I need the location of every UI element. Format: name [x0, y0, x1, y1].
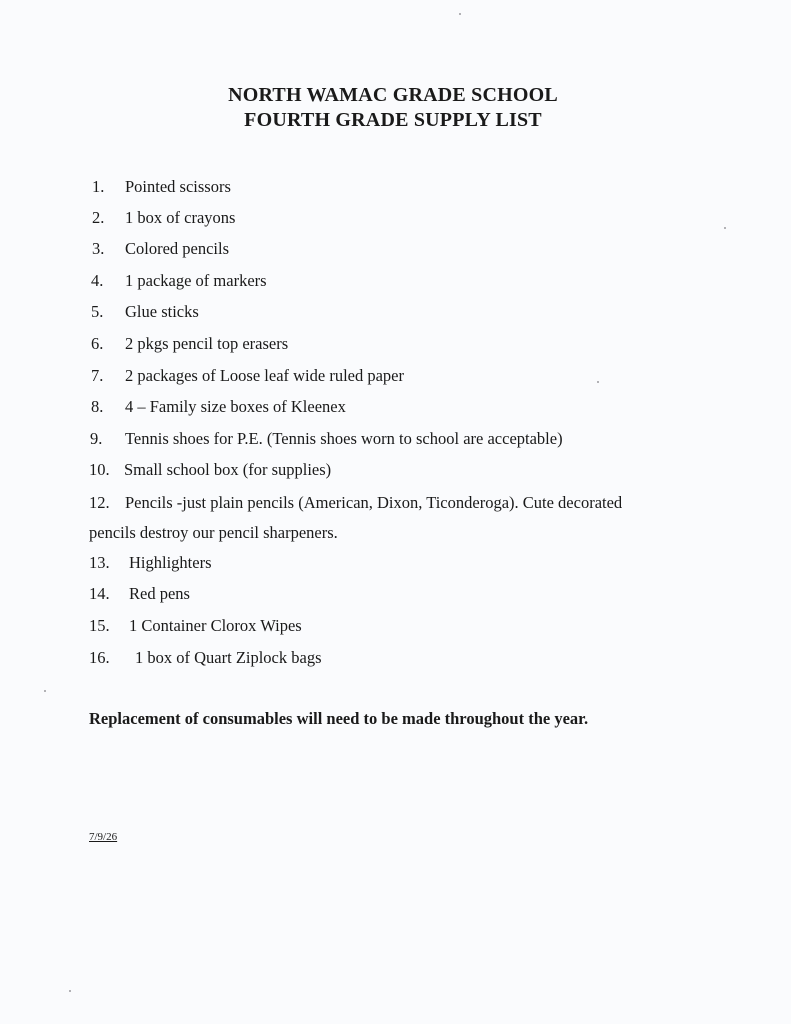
item-text: 1 box of crayons: [125, 208, 236, 227]
scan-speck: [597, 381, 599, 383]
scan-speck: [69, 990, 71, 992]
item-number: 5.: [91, 302, 104, 321]
item-text: Highlighters: [129, 553, 212, 572]
item-number: 6.: [91, 334, 104, 353]
item-number: 10.: [89, 460, 110, 479]
item-number: 14.: [89, 584, 110, 603]
item-number: 3.: [92, 239, 105, 258]
item-number: 1.: [92, 177, 105, 196]
item-text: Small school box (for supplies): [124, 460, 332, 479]
scan-speck: [724, 227, 726, 229]
item-text: 1 Container Clorox Wipes: [129, 616, 302, 635]
item-text: 1 package of markers: [125, 271, 267, 290]
item-number: 9.: [90, 429, 103, 448]
item-text: 4 – Family size boxes of Kleenex: [125, 397, 346, 416]
item-number: 16.: [89, 648, 110, 667]
item-text-continuation: pencils destroy our pencil sharpeners.: [89, 523, 338, 542]
item-text: 2 pkgs pencil top erasers: [125, 334, 289, 353]
item-text: Tennis shoes for P.E. (Tennis shoes worn to school are acceptable): [125, 429, 563, 448]
item-text: Pencils -just plain pencils (American, Dixon, Ticonderoga). Cute decorated: [125, 493, 623, 512]
item-number: 15.: [89, 616, 110, 635]
item-text: Pointed scissors: [125, 177, 231, 196]
item-text: 2 packages of Loose leaf wide ruled paper: [125, 366, 405, 385]
item-number: 7.: [91, 366, 104, 385]
item-text: Glue sticks: [125, 302, 199, 321]
item-number: 4.: [91, 271, 104, 290]
school-name-heading: NORTH WAMAC GRADE SCHOOL: [228, 84, 558, 106]
item-text: Red pens: [129, 584, 190, 603]
item-number: 13.: [89, 553, 110, 572]
item-number: 2.: [92, 208, 105, 227]
item-text: Colored pencils: [125, 239, 230, 258]
document-date: 7/9/26: [89, 831, 118, 843]
item-number: 8.: [91, 397, 104, 416]
item-number: 12.: [89, 493, 110, 512]
scan-speck: [44, 690, 46, 692]
replacement-note: Replacement of consumables will need to be made throughout the year.: [89, 709, 589, 728]
item-text: 1 box of Quart Ziplock bags: [135, 648, 322, 667]
supply-list-heading: FOURTH GRADE SUPPLY LIST: [244, 109, 542, 131]
scan-speck: [459, 13, 461, 15]
